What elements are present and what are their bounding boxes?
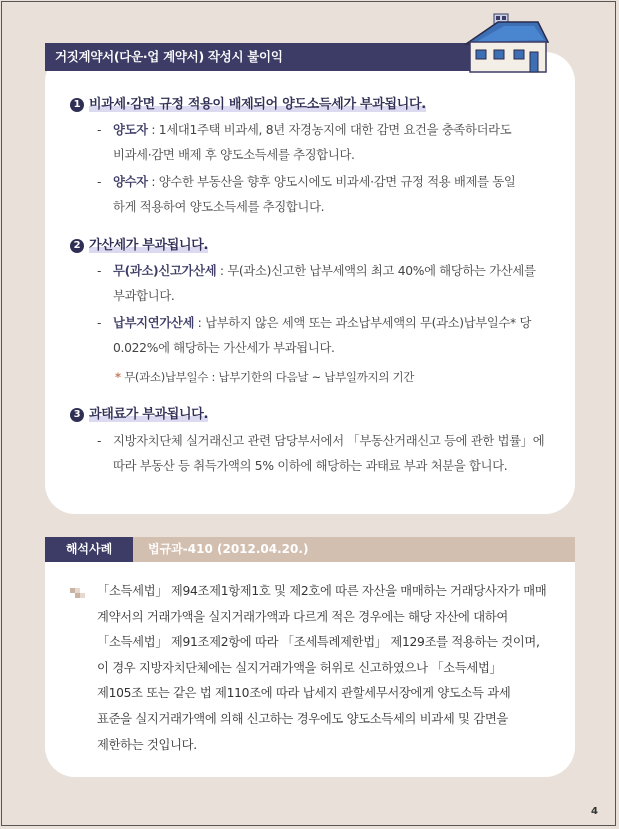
- item-2-title-text: 가산세가 부과됩니다.: [89, 238, 209, 253]
- house-icon: [458, 12, 550, 74]
- item-3-title-text: 과태료가 부과됩니다.: [89, 407, 209, 422]
- square-bullet-icon: [70, 588, 84, 600]
- item-1-number: 1: [70, 98, 84, 112]
- penalty-header-title: 거짓계약서(다운·업 계약서) 작성시 불이익: [55, 49, 283, 64]
- item-3-sub-1: - 지방자치단체 실거래신고 관련 담당부서에서 「부동산거래신고 등에 관한 법률」에 따라 부동산 등 취득가액의 5% 이하에 해당하는 과태료 부과 처분을 합니다.: [97, 434, 545, 473]
- item-2-number: 2: [70, 239, 84, 253]
- item-3-title: [70, 403, 208, 422]
- page-number: 4: [591, 806, 598, 817]
- item-1-sub-1: - 양도자 : 1세대1주택 비과세, 8년 자경농지에 대한 감면 요건을 충족하더라도 비과세·감면 배제 후 양도소득세를 추징합니다.: [97, 123, 512, 162]
- para-line: 계약서의 거래가액을 실지거래가액과 다르게 적은 경우에는 해당 자산에 대하여: [97, 609, 508, 624]
- para-line: 「소득세법」 제94조제1항제1호 및 제2호에 따른 자산을 매매하는 거래당사자가 매매: [97, 584, 547, 598]
- item-3-number: 3: [70, 408, 84, 422]
- term-nonfiling-penalty: 무(과소)신고가산세: [113, 264, 217, 278]
- item-1-title: [70, 93, 426, 112]
- interpretation-label: 해석사례: [45, 537, 133, 562]
- item-2-note: * 무(과소)납부일수 : 납부기한의 다음날 ~ 납부일까지의 기간: [115, 370, 415, 384]
- interpretation-paragraph: [97, 579, 557, 758]
- item-2-sub-1: - 무(과소)신고가산세 : 무(과소)신고한 납부세액의 최고 40%에 해당하는 가산세를 부과합니다.: [97, 264, 536, 303]
- term-buyer: 양수자: [113, 175, 148, 189]
- para-line: 표준을 실지거래가액에 의해 신고하는 경우에도 양도소득세의 비과세 및 감면을: [97, 711, 508, 726]
- item-1-title-text: 비과세·감면 규정 적용이 배제되어 양도소득세가 부과됩니다.: [89, 97, 426, 112]
- interpretation-reference: 법규과-410 (2012.04.20.): [148, 542, 309, 556]
- item-2-title: [70, 234, 208, 253]
- para-line: 이 경우 지방자치단체에는 실지거래가액을 허위로 신고하였으나 「소득세법」: [97, 660, 502, 675]
- para-line: 제한하는 것입니다.: [97, 737, 197, 752]
- term-seller: 양도자: [113, 123, 148, 137]
- item-2-sub-2: - 납부지연가산세 : 납부하지 않은 세액 또는 과소납부세액의 무(과소)납부일수* 당 0.022%에 해당하는 가산세가 부과됩니다.: [97, 316, 532, 355]
- term-late-payment-penalty: 납부지연가산세: [113, 316, 195, 330]
- item-1-sub-2: - 양수자 : 양수한 부동산을 향후 양도시에도 비과세·감면 규정 적용 배제를 동일 하게 적용하여 양도소득세를 추징합니다.: [97, 175, 516, 214]
- para-line: 제105조 또는 같은 법 제110조에 따라 납세지 관할세무서장에게 양도소득 과세: [97, 686, 511, 701]
- para-line: 「소득세법」 제91조제2항에 따라 「조세특례제한법」 제129조를 적용하는 것이며,: [97, 635, 540, 650]
